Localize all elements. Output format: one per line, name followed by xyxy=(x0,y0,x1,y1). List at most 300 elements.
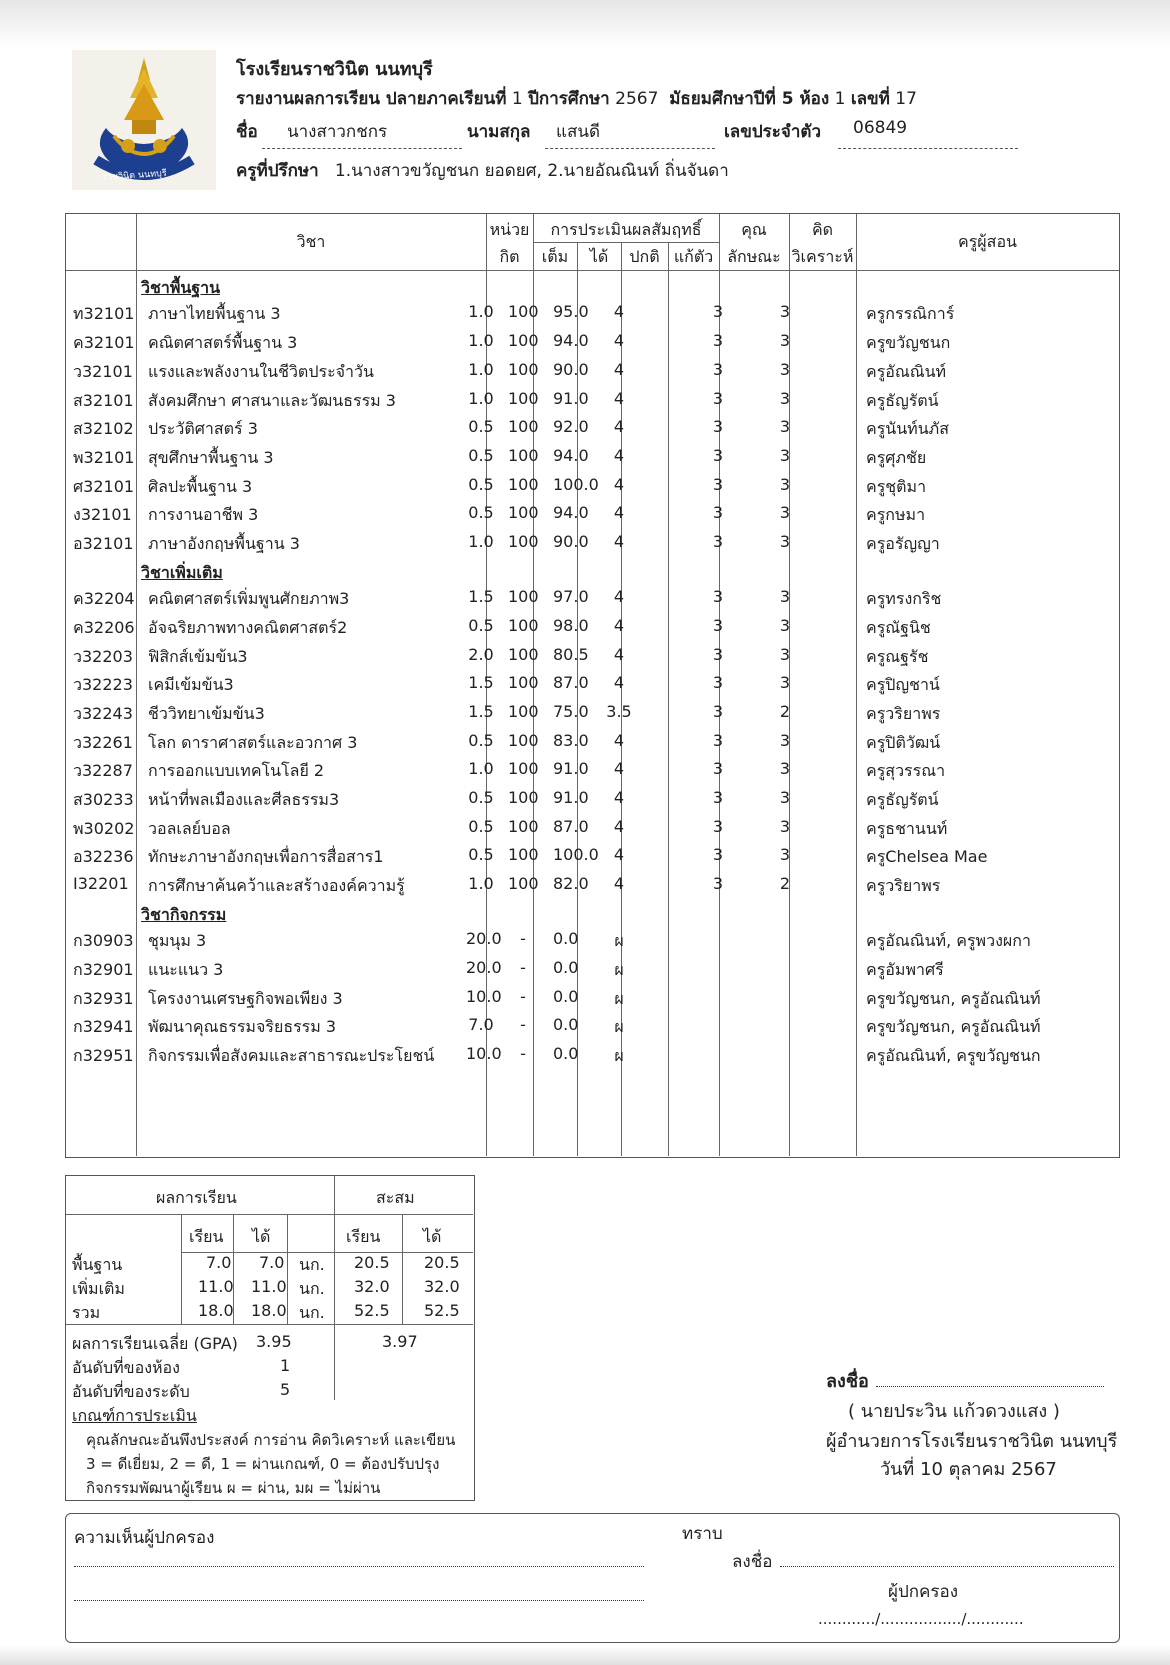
row-characteristic-score: 3 xyxy=(712,445,724,465)
col-header-full: เต็ม xyxy=(541,247,569,266)
row-full-score: 100 xyxy=(508,359,539,379)
row-credit: 1.0 xyxy=(468,532,494,551)
row-credit: 1.5 xyxy=(468,701,494,721)
row-subject-name: ศิลปะพื้นฐาน 3 xyxy=(148,476,253,496)
row-characteristic-score: 3 xyxy=(712,388,724,408)
row-analytic-thinking-score: 3 xyxy=(779,816,791,836)
summary-basic-learn: 7.0 xyxy=(206,1253,232,1272)
row-score: 82.0 xyxy=(553,874,589,894)
col-header-normal: ปกติ xyxy=(629,247,660,266)
row-credit: 7.0 xyxy=(468,1015,494,1035)
summary-label-total: รวม xyxy=(72,1303,101,1322)
row-subject-name: แรงและพลังงานในชีวิตประจำวัน xyxy=(148,361,374,381)
row-subject-name: หน้าที่พลเมืองและศีลธรรม3 xyxy=(148,790,340,809)
rank-room-value: 1 xyxy=(280,1356,291,1375)
student-number: 17 xyxy=(895,89,917,109)
row-full-score: 100 xyxy=(508,445,539,465)
row-subject-name: คณิตศาสตร์พื้นฐาน 3 xyxy=(148,333,298,353)
year: 2567 xyxy=(615,89,659,109)
row-grade: ผ xyxy=(614,1046,624,1065)
col-header-credit-bottom: กิต xyxy=(499,247,520,266)
row-grade: 4 xyxy=(613,759,625,779)
row-teacher: ครูอัมพาศรี xyxy=(866,959,944,979)
summary-total-acc-learn: 52.5 xyxy=(354,1301,390,1320)
row-teacher: ครูนันท์นภัส xyxy=(866,419,949,439)
gpa-label: ผลการเรียนเฉลี่ย (GPA) xyxy=(72,1334,238,1353)
row-teacher: ครูปิติวัฒน์ xyxy=(866,732,941,752)
row-credit: 0.5 xyxy=(468,816,494,836)
summary-divider xyxy=(334,1176,335,1400)
semester: 1 xyxy=(511,89,523,109)
summary-total-line xyxy=(66,1324,473,1325)
row-teacher: ครูวริยาพร xyxy=(866,703,941,723)
row-teacher: ครูกษมา xyxy=(866,505,926,525)
report-date: วันที่ 10 ตุลาคม 2567 xyxy=(880,1459,1057,1480)
row-credit: 0.5 xyxy=(468,474,494,494)
row-grade: 4 xyxy=(613,874,625,894)
row-score: 90.0 xyxy=(553,359,589,379)
row-teacher: ครูขวัญชนก, ครูอัณณินท์ xyxy=(866,988,1041,1008)
criteria-title: เกณฑ์การประเมิน xyxy=(72,1406,197,1425)
col-header-char-top: คุณ xyxy=(741,220,767,239)
row-grade: 4 xyxy=(613,673,625,693)
row-credit: 2.0 xyxy=(468,644,494,664)
row-grade: 4 xyxy=(613,816,625,836)
director-position: ผู้อำนวยการโรงเรียนราชวินิต นนทบุรี xyxy=(826,1431,1118,1452)
row-credit: 1.0 xyxy=(468,359,494,379)
row-credit: 0.5 xyxy=(468,845,494,865)
col-divider xyxy=(668,242,669,1156)
row-grade: 4 xyxy=(613,587,625,607)
row-characteristic-score: 3 xyxy=(712,701,724,721)
row-credit: 1.0 xyxy=(468,302,494,322)
row-teacher: ครูอรัญญา xyxy=(866,534,940,553)
advisor-label: ครูที่ปรึกษา xyxy=(236,161,319,181)
row-analytic-thinking-score: 3 xyxy=(779,615,791,635)
row-analytic-thinking-score: 3 xyxy=(779,730,791,750)
row-analytic-thinking-score: 2 xyxy=(779,701,791,721)
row-teacher: ครูขวัญชนก xyxy=(866,333,951,353)
rank-room-label: อันดับที่ของห้อง xyxy=(72,1358,180,1377)
row-analytic-thinking-score: 3 xyxy=(779,788,791,807)
row-score: 0.0 xyxy=(553,1044,579,1063)
row-score: 97.0 xyxy=(553,587,589,607)
director-sign-line xyxy=(876,1386,1104,1387)
row-grade: ผ xyxy=(614,988,624,1008)
row-subject-code: ว32287 xyxy=(73,761,133,781)
row-characteristic-score: 3 xyxy=(712,532,724,551)
parent-role: ผู้ปกครอง xyxy=(888,1582,959,1602)
summary-total-unit: นก. xyxy=(299,1303,325,1322)
row-subject-name: วอลเลย์บอล xyxy=(148,818,231,838)
parent-date-field[interactable]: ............/................./............ xyxy=(818,1610,1024,1628)
summary-label-extra: เพิ่มเติม xyxy=(72,1279,125,1298)
director-name: ( นายประวิน แก้วดวงแสง ) xyxy=(848,1401,1060,1422)
row-subject-name: แนะแนว 3 xyxy=(148,959,224,979)
row-subject-name: ฟิสิกส์เข้มข้น3 xyxy=(148,646,248,666)
row-score: 80.5 xyxy=(553,644,589,664)
parent-sign-label: ลงชื่อ xyxy=(732,1552,773,1572)
row-grade: 4 xyxy=(613,445,625,465)
summary-acc-learn-header: เรียน xyxy=(346,1227,381,1246)
row-analytic-thinking-score: 3 xyxy=(779,302,791,322)
rank-level-label: อันดับที่ของระดับ xyxy=(72,1382,190,1401)
top-shadow-band xyxy=(0,0,1170,48)
summary-acc-got-header: ได้ xyxy=(423,1227,442,1246)
row-analytic-thinking-score: 3 xyxy=(779,331,791,351)
row-subject-name: คณิตศาสตร์เพิ่มพูนศักยภาพ3 xyxy=(148,589,350,609)
row-credit: 20.0 xyxy=(466,929,502,949)
row-subject-code: ก32931 xyxy=(73,988,134,1008)
row-subject-name: การศึกษาค้นคว้าและสร้างองค์ความรู้ xyxy=(148,876,405,896)
row-subject-code: พ30202 xyxy=(73,818,135,838)
summary-total-acc-got: 52.5 xyxy=(424,1301,460,1320)
row-teacher: ครูวริยาพร xyxy=(866,876,941,896)
row-subject-code: ก32951 xyxy=(73,1046,134,1065)
row-characteristic-score: 3 xyxy=(712,816,724,836)
row-full-score: - xyxy=(520,929,526,949)
row-credit: 10.0 xyxy=(466,986,502,1006)
school-name: โรงเรียนราชวินิต นนทบุรี xyxy=(236,59,433,80)
row-credit: 0.5 xyxy=(468,788,494,807)
row-characteristic-score: 3 xyxy=(712,874,724,894)
row-characteristic-score: 3 xyxy=(712,359,724,379)
row-credit: 0.5 xyxy=(468,730,494,750)
row-score: 100.0 xyxy=(553,474,599,494)
row-credit: 1.0 xyxy=(468,759,494,779)
row-subject-name: ชุมนุม 3 xyxy=(148,931,207,951)
room: 1 xyxy=(834,89,846,109)
report-title-prefix: รายงานผลการเรียน ปลายภาคเรียนที่ xyxy=(236,89,507,109)
row-subject-name: ชีววิทยาเข้มข้น3 xyxy=(148,703,265,723)
section-title: วิชากิจกรรม xyxy=(141,904,227,924)
row-subject-code: ว32243 xyxy=(73,703,133,723)
row-credit: 20.0 xyxy=(466,957,502,977)
col-divider xyxy=(136,214,137,1156)
row-subject-code: ก32941 xyxy=(73,1017,134,1037)
row-subject-code: I32201 xyxy=(73,874,129,894)
row-characteristic-score: 3 xyxy=(712,503,724,523)
row-subject-code: ค32204 xyxy=(73,589,135,609)
row-teacher: ครูชุติมา xyxy=(866,476,927,496)
row-grade: 4 xyxy=(613,788,625,807)
row-characteristic-score: 3 xyxy=(712,644,724,664)
col-header-char-bottom: ลักษณะ xyxy=(727,247,781,266)
summary-divider xyxy=(181,1214,182,1324)
row-teacher: ครูธชานนท์ xyxy=(866,818,948,838)
row-teacher: ครูกรรณิการ์ xyxy=(866,304,955,324)
row-grade: 4 xyxy=(613,644,625,664)
row-full-score: 100 xyxy=(508,701,539,721)
row-analytic-thinking-score: 3 xyxy=(779,644,791,664)
row-subject-name: ทักษะภาษาอังกฤษเพื่อการสื่อสาร1 xyxy=(148,847,384,867)
row-subject-code: ส30233 xyxy=(73,790,134,809)
row-score: 94.0 xyxy=(553,503,589,523)
row-subject-name: ภาษาไทยพื้นฐาน 3 xyxy=(148,304,281,324)
row-grade: 4 xyxy=(613,532,625,551)
row-teacher: ครูธัญรัตน์ xyxy=(866,390,939,410)
summary-basic-acc-learn: 20.5 xyxy=(354,1253,390,1272)
row-grade: 4 xyxy=(613,359,625,379)
row-characteristic-score: 3 xyxy=(712,759,724,779)
summary-total-learn: 18.0 xyxy=(198,1301,234,1320)
row-characteristic-score: 3 xyxy=(712,730,724,750)
summary-got-header: ได้ xyxy=(252,1227,271,1246)
row-full-score: 100 xyxy=(508,788,539,807)
col-header-think-top: คิด xyxy=(811,220,834,239)
row-score: 90.0 xyxy=(553,532,589,551)
row-analytic-thinking-score: 3 xyxy=(779,445,791,465)
row-analytic-thinking-score: 3 xyxy=(779,417,791,437)
summary-basic-got: 7.0 xyxy=(259,1253,285,1272)
row-score: 94.0 xyxy=(553,445,589,465)
row-score: 98.0 xyxy=(553,615,589,635)
summary-extra-got: 11.0 xyxy=(251,1277,287,1296)
row-subject-name: อัจฉริยภาพทางคณิตศาสตร์2 xyxy=(148,617,348,637)
col-header-fix: แก้ตัว xyxy=(673,247,714,266)
row-subject-code: ก30903 xyxy=(73,931,134,951)
row-teacher: ครูศุภชัย xyxy=(866,447,927,467)
row-full-score: - xyxy=(520,957,526,977)
row-teacher: ครูณัฐนิช xyxy=(866,617,931,637)
row-subject-code: ท32101 xyxy=(73,304,135,324)
summary-divider xyxy=(402,1214,403,1324)
name-dotted-line xyxy=(262,148,462,149)
row-analytic-thinking-score: 3 xyxy=(779,673,791,693)
gpa-accum-value: 3.97 xyxy=(382,1332,418,1351)
row-full-score: 100 xyxy=(508,388,539,408)
section-title: วิชาเพิ่มเติม xyxy=(141,562,223,582)
row-score: 91.0 xyxy=(553,788,589,807)
summary-basic-acc-got: 20.5 xyxy=(424,1253,460,1272)
grade-label: มัธยมศึกษาปีที่ 5 ห้อง xyxy=(669,89,830,109)
parent-opinion-label: ความเห็นผู้ปกครอง xyxy=(74,1528,215,1548)
surname-label: นามสกุล xyxy=(467,122,531,142)
row-teacher: ครูอัณณินท์ xyxy=(866,361,947,381)
row-teacher: ครูอัณณินท์, ครูพวงผกา xyxy=(866,931,1031,951)
report-title xyxy=(236,85,917,112)
row-teacher: ครูธัญรัตน์ xyxy=(866,790,939,809)
row-subject-name: โครงงานเศรษฐกิจพอเพียง 3 xyxy=(148,988,343,1008)
row-credit: 1.5 xyxy=(468,587,494,607)
row-grade: ผ xyxy=(614,931,624,951)
col-header-credit-top: หน่วย xyxy=(489,220,530,239)
row-full-score: 100 xyxy=(508,302,539,322)
row-score: 87.0 xyxy=(553,816,589,836)
advisor-row xyxy=(236,157,729,184)
summary-result-header: ผลการเรียน xyxy=(156,1188,237,1207)
parent-section xyxy=(65,1513,1120,1643)
row-full-score: 100 xyxy=(508,816,539,836)
row-analytic-thinking-score: 3 xyxy=(779,474,791,494)
row-subject-name: สุขศึกษาพื้นฐาน 3 xyxy=(148,447,274,467)
row-subject-name: เคมีเข้มข้น3 xyxy=(148,675,234,695)
row-full-score: 100 xyxy=(508,587,539,607)
row-full-score: 100 xyxy=(508,417,539,437)
row-full-score: 100 xyxy=(508,503,539,523)
summary-extra-learn: 11.0 xyxy=(198,1277,234,1296)
row-credit: 0.5 xyxy=(468,615,494,635)
row-teacher: ครูทรงกริช xyxy=(866,589,942,609)
row-characteristic-score: 3 xyxy=(712,474,724,494)
row-full-score: - xyxy=(520,986,526,1006)
criteria-line-2: 3 = ดีเยี่ยม, 2 = ดี, 1 = ผ่านเกณฑ์, 0 = ต้องปรับปรุง xyxy=(86,1455,440,1473)
row-characteristic-score: 3 xyxy=(712,417,724,437)
row-analytic-thinking-score: 3 xyxy=(779,759,791,779)
row-analytic-thinking-score: 3 xyxy=(779,587,791,607)
row-grade: 4 xyxy=(613,503,625,523)
row-subject-code: ว32203 xyxy=(73,646,133,666)
row-subject-name: ประวัติศาสตร์ 3 xyxy=(148,419,258,439)
row-teacher: ครูปิญชาน์ xyxy=(866,675,940,695)
grade-table xyxy=(65,213,1120,1158)
col-header-got: ได้ xyxy=(589,247,609,266)
row-subject-code: พ32101 xyxy=(73,447,135,467)
row-grade: ผ xyxy=(614,959,624,979)
rank-level-value: 5 xyxy=(280,1380,291,1399)
row-credit: 0.5 xyxy=(468,503,494,523)
row-subject-code: ค32206 xyxy=(73,617,135,637)
row-credit: 1.0 xyxy=(468,874,494,894)
row-credit: 1.5 xyxy=(468,673,494,693)
row-subject-code: อ32101 xyxy=(73,534,134,553)
row-analytic-thinking-score: 3 xyxy=(779,845,791,865)
row-characteristic-score: 3 xyxy=(712,615,724,635)
row-subject-code: ส32102 xyxy=(73,419,134,439)
row-analytic-thinking-score: 2 xyxy=(779,874,791,894)
summary-basic-unit: นก. xyxy=(299,1255,325,1274)
summary-box xyxy=(65,1175,475,1501)
header-bottom-line xyxy=(66,270,1119,271)
criteria-line-3: กิจกรรมพัฒนาผู้เรียน ผ = ผ่าน, มผ = ไม่ผ่าน xyxy=(86,1479,381,1497)
summary-label-basic: พื้นฐาน xyxy=(72,1255,123,1274)
number-label: เลขที่ xyxy=(850,89,890,109)
row-score: 91.0 xyxy=(553,388,589,408)
row-credit: 1.0 xyxy=(468,388,494,408)
row-full-score: 100 xyxy=(508,730,539,750)
row-characteristic-score: 3 xyxy=(712,673,724,693)
summary-extra-acc-got: 32.0 xyxy=(424,1277,460,1296)
row-grade: ผ xyxy=(614,1017,624,1037)
row-analytic-thinking-score: 3 xyxy=(779,532,791,551)
row-subject-name: พัฒนาคุณธรรมจริยธรรม 3 xyxy=(148,1017,337,1037)
row-subject-code: ง32101 xyxy=(73,505,132,525)
summary-extra-unit: นก. xyxy=(299,1279,325,1298)
row-subject-name: การออกแบบเทคโนโลยี 2 xyxy=(148,761,325,781)
opinion-line-1[interactable] xyxy=(74,1566,644,1567)
student-first-name: นางสาวกชกร xyxy=(287,122,388,142)
row-grade: 4 xyxy=(613,474,625,494)
row-credit: 0.5 xyxy=(468,417,494,437)
row-subject-code: ก32901 xyxy=(73,959,134,979)
advisor-names: 1.นางสาวขวัญชนก ยอดยศ, 2.นายอัณณินท์ ถิ่นจันดา xyxy=(334,161,729,181)
id-label: เลขประจำตัว xyxy=(724,122,821,142)
row-characteristic-score: 3 xyxy=(712,331,724,351)
row-full-score: 100 xyxy=(508,759,539,779)
row-score: 0.0 xyxy=(553,1015,579,1035)
row-subject-code: ว32261 xyxy=(73,732,133,752)
summary-divider xyxy=(287,1214,288,1324)
col-header-assessment: การประเมินผลสัมฤทธิ์ xyxy=(550,220,702,239)
row-score: 92.0 xyxy=(553,417,589,437)
row-subject-name: ภาษาอังกฤษพื้นฐาน 3 xyxy=(148,534,300,553)
row-teacher: ครูขวัญชนก, ครูอัณณินท์ xyxy=(866,1017,1041,1037)
row-grade: 4 xyxy=(613,302,625,322)
row-full-score: 100 xyxy=(508,615,539,635)
row-teacher: ครูChelsea Mae xyxy=(866,847,988,867)
row-full-score: - xyxy=(520,1015,526,1035)
row-score: 83.0 xyxy=(553,730,589,750)
row-subject-name: การงานอาชีพ 3 xyxy=(148,505,259,525)
col-header-teacher: ครูผู้สอน xyxy=(958,232,1017,251)
row-subject-code: ว32223 xyxy=(73,675,133,695)
row-grade: 4 xyxy=(613,845,625,865)
parent-sign-line[interactable] xyxy=(780,1566,1114,1567)
year-label: ปีการศึกษา xyxy=(528,89,610,109)
row-grade: 4 xyxy=(613,388,625,408)
row-subject-code: ว32101 xyxy=(73,361,133,381)
row-subject-code: ค32101 xyxy=(73,333,135,353)
row-full-score: - xyxy=(520,1044,526,1063)
row-grade: 3.5 xyxy=(606,701,632,721)
row-full-score: 100 xyxy=(508,331,539,351)
row-score: 75.0 xyxy=(553,701,589,721)
row-credit: 10.0 xyxy=(466,1044,502,1063)
row-subject-name: โลก ดาราศาสตร์และอวกาศ 3 xyxy=(148,732,358,752)
row-subject-code: อ32236 xyxy=(73,847,134,867)
criteria-line-1: คุณลักษณะอันพึงประสงค์ การอ่าน คิดวิเคราะห์ และเขียน xyxy=(86,1431,456,1449)
row-characteristic-score: 3 xyxy=(712,587,724,607)
section-title: วิชาพื้นฐาน xyxy=(141,278,221,297)
row-score: 0.0 xyxy=(553,957,579,977)
row-subject-name: กิจกรรมเพื่อสังคมและสาธารณะประโยชน์ xyxy=(148,1046,435,1065)
col-divider xyxy=(856,214,857,1156)
row-characteristic-score: 3 xyxy=(712,845,724,865)
row-analytic-thinking-score: 3 xyxy=(779,503,791,523)
row-teacher: ครูณฐรัช xyxy=(866,646,929,666)
row-grade: 4 xyxy=(613,331,625,351)
col-header-think-bottom: วิเคราะห์ xyxy=(791,247,854,266)
summary-header-line xyxy=(66,1214,473,1215)
summary-accum-header: สะสม xyxy=(376,1188,415,1207)
col-header-subject: วิชา xyxy=(296,232,326,251)
row-full-score: 100 xyxy=(508,874,539,894)
opinion-line-2[interactable] xyxy=(74,1600,644,1601)
row-subject-code: ศ32101 xyxy=(73,476,135,496)
surname-dotted-line xyxy=(545,148,715,149)
student-surname: แสนดี xyxy=(556,122,600,142)
row-subject-code: ส32101 xyxy=(73,390,134,410)
director-sign-label: ลงชื่อ xyxy=(826,1371,869,1392)
row-grade: 4 xyxy=(613,615,625,635)
row-subject-name: สังคมศึกษา ศาสนาและวัฒนธรรม 3 xyxy=(148,390,396,410)
id-dotted-line xyxy=(838,148,1018,149)
row-full-score: 100 xyxy=(508,673,539,693)
row-grade: 4 xyxy=(613,417,625,437)
row-score: 91.0 xyxy=(553,759,589,779)
bottom-shadow-band xyxy=(0,1645,1170,1665)
row-credit: 1.0 xyxy=(468,331,494,351)
row-full-score: 100 xyxy=(508,644,539,664)
student-id: 06849 xyxy=(853,118,908,138)
logo-ribbon-text: ราชวินิต นนทบุรี xyxy=(101,168,168,184)
row-score: 100.0 xyxy=(553,845,599,865)
row-score: 0.0 xyxy=(553,929,579,949)
summary-total-got: 18.0 xyxy=(251,1301,287,1320)
name-label: ชื่อ xyxy=(236,122,258,142)
row-characteristic-score: 3 xyxy=(712,788,724,807)
gpa-value: 3.95 xyxy=(256,1332,292,1351)
